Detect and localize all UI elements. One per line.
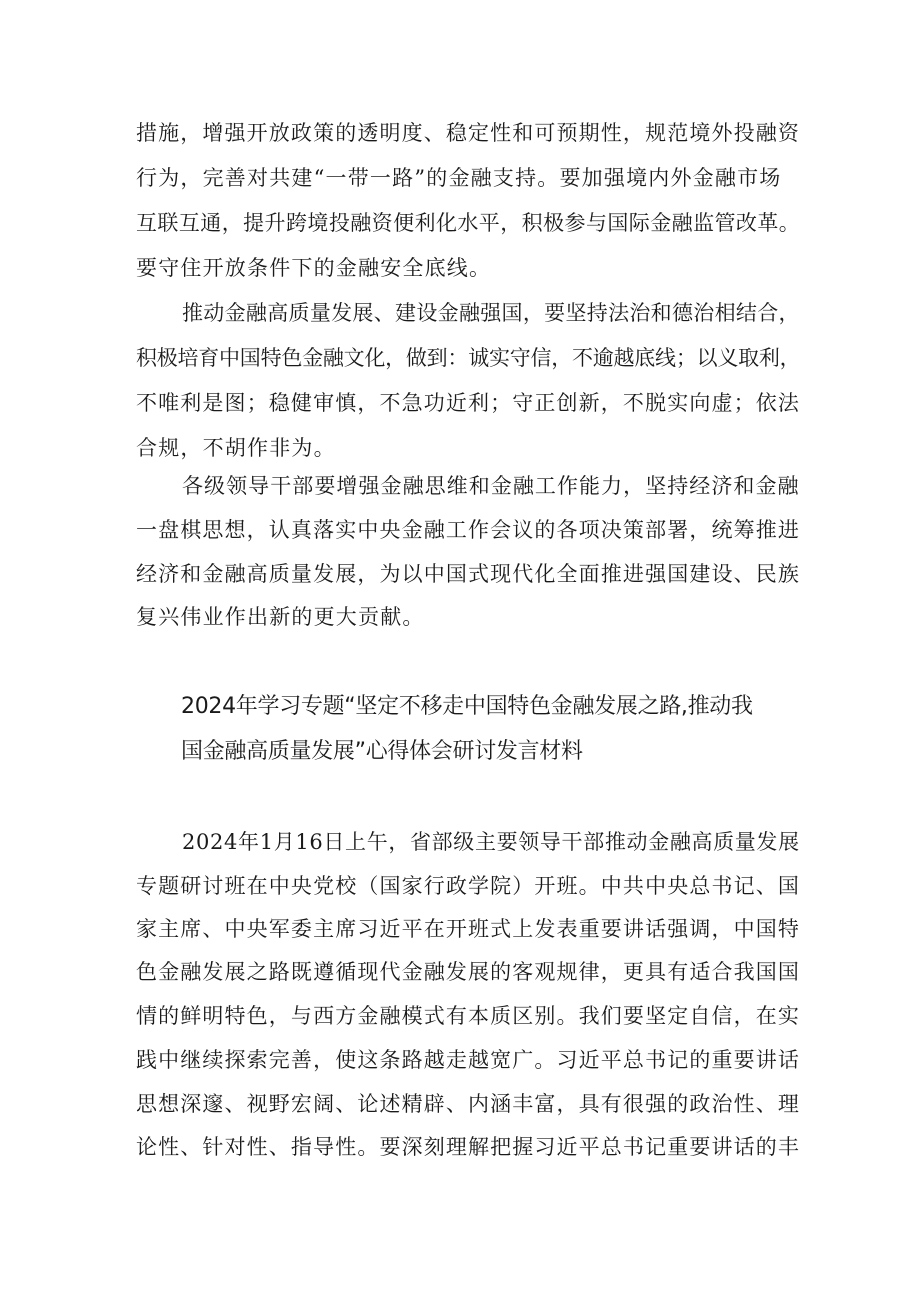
text-line: 经济和金融高质量发展，为以中国式现代化全面推进强国建设、民族 [136,562,800,586]
title-line: 国金融高质量发展”心得体会研讨发言材料 [181,739,583,764]
text-line: 论性、针对性、指导性。要深刻理解把握习近平总书记重要讲话的丰 [136,1135,800,1159]
text-line: 家主席、中央军委主席习近平在开班式上发表重要讲话强调，中国特 [136,917,800,941]
text-line: 色金融发展之路既遵循现代金融发展的客观规律，更具有适合我国国 [136,960,800,984]
text-line: 2024年1月16日上午，省部级主要领导干部推动金融高质量发展 [182,830,800,854]
text-line: 复兴伟业作出新的更大贡献。 [136,605,425,629]
text-line: 积极培育中国特色金融文化，做到：诚实守信，不逾越底线；以义取利， [136,346,801,370]
title-line: 2024年学习专题“坚定不移走中国特色金融发展之路,推动我 [181,694,753,719]
text-line: 要守住开放条件下的金融安全底线。 [136,256,492,280]
text-line: 不唯利是图；稳健审慎，不急功近利；守正创新，不脱实向虚；依法 [136,391,800,415]
text-line: 互联互通，提升跨境投融资便利化水平，积极参与国际金融监管改革。 [136,211,801,235]
text-line: 情的鲜明特色，与西方金融模式有本质区别。我们要坚定自信，在实 [136,1004,800,1028]
text-line: 思想深邃、视野宏阔、论述精辟、内涵丰富，具有很强的政治性、理 [136,1092,800,1116]
text-line: 专题研讨班在中央党校（国家行政学院）开班。中共中央总书记、国 [136,874,800,898]
text-line: 合规，不胡作非为。 [136,436,336,460]
text-line: 各级领导干部要增强金融思维和金融工作能力，坚持经济和金融 [182,474,800,498]
text-line: 行为，完善对共建“一带一路”的金融支持。要加强境内外金融市场 [136,166,782,190]
text-line: 一盘棋思想，认真落实中央金融工作会议的各项决策部署，统筹推进 [136,518,800,542]
text-line: 推动金融高质量发展、建设金融强国，要坚持法治和德治相结合， [182,301,800,325]
text-line: 措施，增强开放政策的透明度、稳定性和可预期性，规范境外投融资 [136,121,800,145]
text-line: 践中继续探索完善，使这条路越走越宽广。习近平总书记的重要讲话 [136,1048,800,1072]
